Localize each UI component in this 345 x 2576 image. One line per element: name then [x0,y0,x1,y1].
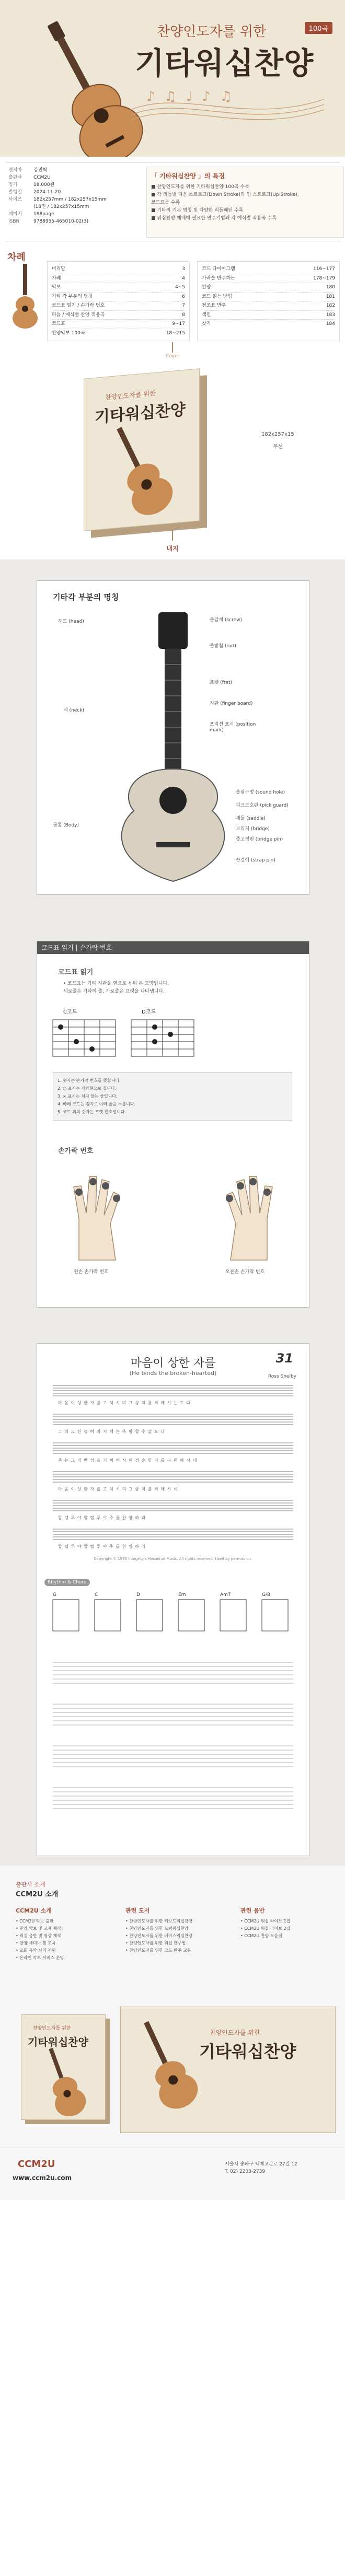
col-item: • 찬양인도자를 위한 워십 반주법 [125,1941,186,1945]
toc-page: 182 [326,303,335,308]
publisher-col-2 [125,1907,230,1954]
book-cover-title: 기타워십찬양 [95,400,186,427]
feature-item: 코드표를 수록 [151,200,180,205]
cover-section [0,342,345,541]
music-notes-decoration: ♪♫♩♪♫ [146,89,242,104]
toc-column-right [197,261,340,341]
label-bridge-pin: 줄고정핀 (bridge pin) [236,837,283,842]
desc-line: 세로줄은 기타의 줄, 가로줄은 프렛을 나타냅니다. [63,989,165,994]
toc-title: 차례 [7,252,26,263]
label-sound-hole: 울림구멍 (sound hole) [236,790,285,795]
desc-line: • 코드표는 기타 지판을 옆으로 세워 본 모양입니다. [63,981,169,986]
rule-item: 3. × 표시는 치지 않는 줄입니다. [58,1094,118,1099]
toc-entry[interactable] [52,265,185,274]
book-spread-cover[interactable] [120,2007,336,2133]
tab-staves [37,1657,309,1845]
label-saddle: 새들 (saddle) [236,816,266,821]
guitar-parts-section [0,560,345,925]
phone-line: T. 02) 2203-2739 [225,2169,266,2174]
music-staves [37,1380,309,1558]
toc-label: 찬양 [202,285,211,290]
meta-row [8,181,107,189]
col-item: • CCM2U 악보 출판 [16,1919,54,1924]
toc-entry[interactable] [52,283,185,293]
toc-page: 9~17 [172,321,185,327]
toc-label: 머리말 [52,266,66,272]
publisher-address [225,2161,329,2175]
toc-page: 178~179 [313,275,335,281]
lyric-line: 주 는 그 의 백 성 을 기 뻐 하 시 며 겸 손 한 자 를 구 원 하 시 네 [58,1458,198,1463]
meta-row [8,189,107,196]
toc-page: 18~215 [166,330,185,336]
meta-key: 편저자 [8,168,22,173]
related-book-title: 기타워십찬양 [28,2036,88,2048]
toc-label: 코드 읽는 방법 [202,294,232,299]
publisher-col-1 [16,1907,115,1962]
rule-item: 2. ○ 표시는 개방현으로 칩니다. [58,1086,117,1091]
guitar-parts-page [37,580,309,895]
info-section [0,157,345,342]
toc-page: 183 [326,312,335,318]
book-spec [261,428,294,453]
lyric-line: 마 음 이 상 한 자 를 고 치 시 며 그 상 처 를 싸 매 시 네 [58,1487,178,1491]
related-book-guitar-icon [21,2046,105,2119]
inner-pages-label: 내지 [166,545,179,552]
features-box [146,167,344,238]
meta-row [8,218,107,225]
col-heading: 관련 도서 [125,1907,150,1914]
chord-rules-list [53,1072,292,1121]
toc-entry[interactable] [52,274,185,284]
score-page [37,1343,309,1856]
copyright-line: Copyright © 1985 Integrity's Hosanna! Music. All rights reserved. Used by permission. [94,1557,252,1561]
rule-item: 4. 바레 코드는 검지로 여러 줄을 누릅니다. [58,1102,136,1106]
feature-item: ■ 기타의 기본 명칭 및 다양한 리듬패턴 수록 [151,208,244,213]
meta-value: 강민혁 [33,168,48,173]
label-strap-pin: 끈걸이 (strap pin) [236,858,275,863]
hero-title: 기타워십찬양 [135,45,314,81]
col-heading: 관련 음반 [240,1907,265,1914]
label-head: 헤드 (head) [58,619,84,624]
label-position-mark: 포지션 표시 (position mark) [210,722,256,733]
meta-value: 188page [33,212,54,217]
meta-key: 출판사 [8,175,22,180]
toc-entry[interactable] [202,320,335,329]
hero-subtitle: 찬양인도자를 위한 [157,24,267,40]
label-nut: 줄받침 (nut) [210,644,236,649]
song-number: 31 [275,1351,293,1366]
toc-page: 3 [182,266,185,272]
inner-pages-label-row [0,541,345,560]
song-composer: Ross Shelby [268,1374,296,1379]
meta-row [8,174,107,181]
meta-value: (18면 / 182x257x15mm [33,204,89,209]
meta-row [8,203,107,211]
chord-page-band: 코드표 읽기 | 손가락 번호 [37,941,309,954]
label-pick-guard: 피크보호판 (pick guard) [236,803,289,808]
address-line: 서울시 송파구 백제고분로 27길 12 [225,2162,297,2167]
toc-label: 리듬 / 예식별 찬양 적용곡 [52,312,105,318]
publisher-website-link[interactable]: www.ccm2u.com [13,2174,72,2182]
toc-label: 코드 다이어그램 [202,266,235,272]
toc-entry[interactable] [202,301,335,311]
chord-name: C [95,1592,98,1598]
col-item: • CCM2U 워십 라이브 1집 [240,1919,291,1924]
col-item: • 찬양인도자를 위한 베이스워십찬양 [125,1933,193,1938]
chord-name: G/B [262,1592,271,1598]
meta-key: ISBN [8,219,20,224]
publisher-col-3 [240,1907,335,1940]
guitar-diagram [37,581,309,894]
left-hand-label: 왼손 손가락 번호 [74,1269,109,1275]
col-item: • 찬양인도자를 위한 코드 반주 교본 [125,1948,191,1953]
toc-page: 184 [326,321,335,327]
book-cover-3d [84,368,200,531]
meta-key: 정가 [8,182,18,188]
toc-entry[interactable] [52,329,185,338]
chord-name: Am7 [220,1592,231,1598]
toc-label: 찬양악보 100곡 [52,330,85,336]
toc-label: 차례 [52,275,61,281]
label-fingerboard: 지판 (finger board) [210,701,253,706]
col-item: • 찬양 악보 및 교재 제작 [16,1926,61,1931]
toc-page: 4 [182,275,185,281]
toc-entry[interactable] [202,293,335,302]
toc-label: 색인 [202,312,211,318]
toc-entry[interactable] [202,311,335,320]
toc-page: 180 [326,285,335,290]
divider-line [172,342,173,353]
right-hand-label: 오른손 손가락 번호 [225,1269,265,1275]
col-item: • 온라인 악보 서비스 운영 [16,1955,64,1960]
toc-page: 4~5 [175,285,185,290]
book-size: 182x257x15 [261,432,294,437]
toc-entry[interactable] [52,293,185,302]
chord-reading-page [37,941,309,1308]
divider-line [172,530,173,541]
hand-illustrations [37,1161,309,1265]
toc-entry[interactable] [202,265,335,274]
chord-name: Em [178,1592,186,1598]
meta-row [8,211,107,218]
chord-diagrams [37,1015,309,1077]
meta-key: 사이즈 [8,197,22,202]
book-info-box [5,162,340,241]
label-screw: 줄감개 (screw) [210,617,243,623]
toc-page: 8 [182,312,185,318]
toc-label: 찾기 [202,321,211,327]
toc-label: 가락을 반주하는 [202,275,235,281]
feature-item: ■ 찬양인도자를 위한 기타워십찬양 100곡 수록 [151,184,249,190]
meta-value: CCM2U [33,175,51,180]
col-item: • 워십 음반 및 영상 제작 [16,1933,61,1938]
rule-item: 5. 코드 위의 숫자는 프렛 번호입니다. [58,1110,126,1114]
lyric-line: 마 음 이 상 한 자 를 고 치 시 며 그 상 처 를 싸 매 시 는 도 다 [58,1401,191,1405]
meta-value: 18,000원 [33,182,55,188]
book-cover-guitar-icon [84,416,199,530]
lyric-line: 할 렐 루 야 할 렐 루 야 주 를 찬 양 하 라 [58,1516,146,1520]
meta-value: 182x257mm / 182x257x15mm [33,197,107,202]
chord-name: D [136,1592,140,1598]
label-bridge: 브리지 (bridge) [236,826,270,832]
col-item: • CCM2U 워십 라이브 2집 [240,1926,291,1931]
book-cover-subtitle: 찬양인도자를 위한 [105,389,156,402]
toc-page: 7 [182,303,185,308]
toc-entry[interactable] [52,320,185,329]
score-section [0,1322,345,1866]
song-count-badge: 100곡 [305,22,332,34]
book-binding: 무선 [272,444,283,450]
spread-subtitle: 찬양인도자를 위한 [210,2029,260,2036]
toc-column-left [47,261,190,341]
chord-reading-section [0,925,345,1322]
chord-reading-desc [63,980,169,996]
toc-entry[interactable] [202,274,335,284]
toc-guitar-icon [9,264,41,332]
feature-item: ■ 각 리듬별 다운 스트로크(Down Stroke)와 업 스트로크(Up Stroke), [151,192,299,197]
publisher-section [0,1866,345,2200]
toc-entry[interactable] [52,311,185,320]
meta-value: 9788955-465010-02(3) [33,219,89,224]
col-item: • 찬양인도자를 위한 드럼워십찬양 [125,1926,189,1931]
label-neck: 넥 (neck) [63,708,84,713]
hero-section [0,0,345,157]
publisher-subtitle: 출판사 소개 [16,1881,45,1888]
publisher-title: CCM2U 소개 [16,1891,59,1898]
toc-entry[interactable] [202,283,335,293]
meta-value: 2024-11-20 [33,190,61,195]
finger-number-heading: 손가락 번호 [58,1147,94,1155]
rule-item: 1. 숫자는 손가락 번호를 뜻합니다. [58,1078,121,1083]
toc-label: 점조표 반주 [202,303,226,308]
spread-guitar-icon [126,2018,210,2122]
toc-label: 코드표 읽기 / 손가락 번호 [52,303,105,308]
col-item: • CCM2U 찬양 모음집 [240,1933,283,1938]
toc-label: 코드표 [52,321,66,327]
book-meta-list [8,167,107,225]
related-book-subtitle: 찬양인도자를 위한 [33,2026,71,2031]
label-body: 몸통 (Body) [53,823,79,828]
cover-brand-label: Cover [165,354,180,359]
spread-title: 기타워십찬양 [199,2042,296,2061]
chord-reading-heading: 코드표 읽기 [58,969,94,976]
song-title-english: (He binds the broken-hearted) [129,1370,217,1377]
toc-page: 6 [182,294,185,299]
label-fret: 프렛 (fret) [210,680,233,685]
chord-c-label: C코드 [63,1009,77,1015]
col-item: • 교회 음악 사역 지원 [16,1948,56,1953]
song-title: 마음이 상한 자를 [130,1357,216,1370]
col-heading: CCM2U 소개 [16,1907,52,1914]
toc-page: 116~177 [313,266,335,272]
toc-page: 181 [326,294,335,299]
table-of-contents [47,261,340,341]
toc-entry[interactable] [52,301,185,311]
meta-key [8,203,33,211]
chord-name: G [53,1592,56,1598]
col-item: • 찬양인도자를 위한 키보드워십찬양 [125,1919,193,1924]
lyric-line: 그 의 크 신 능 력 과 지 혜 는 측 량 할 수 없 도 다 [58,1429,166,1434]
chord-boxes-row [37,1589,309,1652]
features-title: 「 기타워십찬양 」의 특징 [151,172,225,180]
strum-tag: Rhythm & Chord [44,1579,90,1586]
chord-d-label: D코드 [142,1009,156,1015]
related-book-cover[interactable] [21,2014,106,2120]
meta-row [8,196,107,203]
meta-row [8,167,107,174]
footer [0,2148,345,2195]
toc-label: 기타 각 부분의 명칭 [52,294,93,299]
meta-key: 페이지 [8,212,22,217]
lyric-line: 할 렐 루 야 할 렐 루 야 주 를 찬 양 하 라 [58,1544,146,1549]
publisher-logo: CCM2U [18,2159,55,2170]
col-item: • 찬양 세미나 및 교육 [16,1941,56,1945]
guitar-parts-title: 기타각 부분의 명칭 [53,592,119,602]
meta-key: 발행일 [8,190,22,195]
toc-label: 악보 [52,285,61,290]
feature-item: ■ 워십찬양 예배에 필요한 연주기법과 각 예식별 적용곡 수록 [151,216,277,221]
